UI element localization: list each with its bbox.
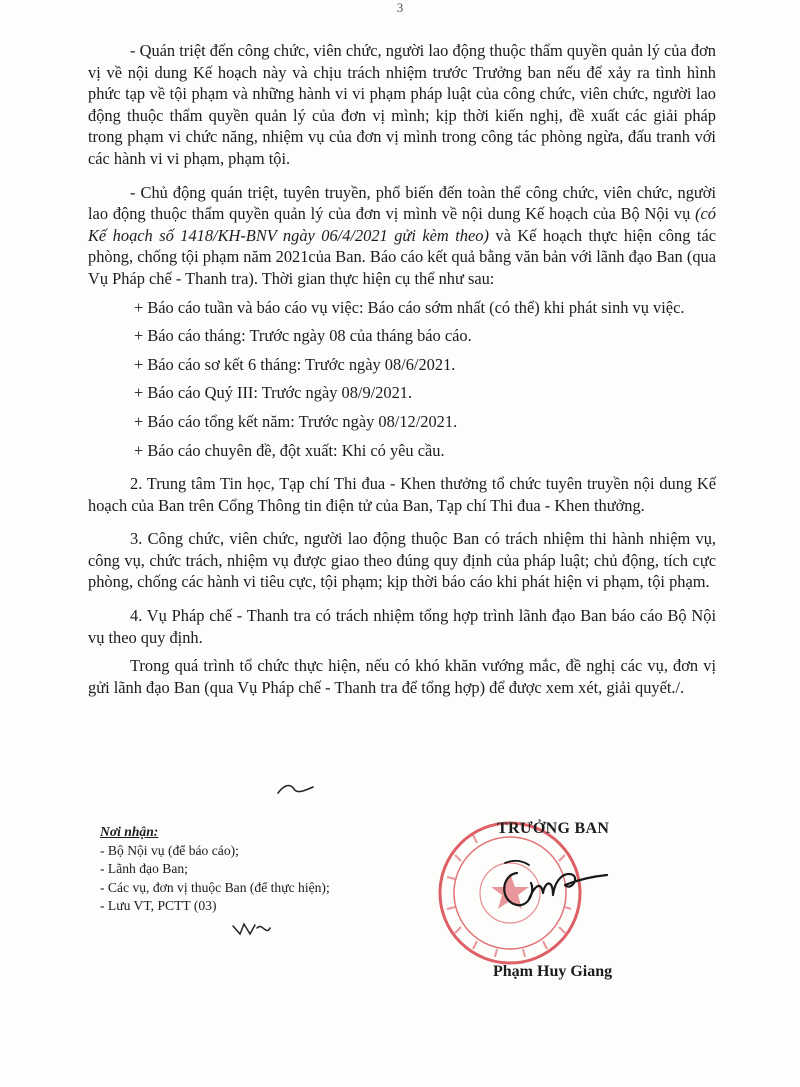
initials-mark-icon xyxy=(230,918,272,940)
signer-name: Phạm Huy Giang xyxy=(493,963,613,980)
report-item: + Báo cáo tháng: Trước ngày 08 của tháng báo cáo. xyxy=(134,326,472,346)
plan-reference: (có Kế hoạch số 1418/KH-BNV ngày 06/4/2021 gửi kèm theo) xyxy=(88,204,716,245)
paragraph-proactive-end: và Kế hoạch thực hiện công tác phòng, chống tội phạm năm 2021của Ban. Báo cáo kết quả bằng văn bản với lãnh đạo Ban (qua Vụ Pháp chế - Thanh tra). Thời gian thực hiện cụ thể như sau: xyxy=(88,225,716,288)
recipient-item: - Lãnh đạo Ban; xyxy=(100,861,188,877)
report-item: + Báo cáo chuyên đề, đột xuất: Khi có yêu cầu. xyxy=(134,440,445,460)
recipients-heading: Nơi nhận: xyxy=(100,824,159,839)
numbered-item: 2. Trung tâm Tin học, Tạp chí Thi đua - Khen thưởng tổ chức tuyên truyền nội dung Kế hoạch của Ban trên Cổng Thông tin điện tử của Ban, Tạp chí Thi đua - Khen thưởng. xyxy=(88,474,716,515)
report-item: + Báo cáo Quý III: Trước ngày 08/9/2021. xyxy=(134,383,413,403)
recipient-item: - Lưu VT, PCTT (03) xyxy=(100,898,217,914)
signer-title: TRƯỞNG BAN xyxy=(497,820,610,837)
handwritten-tick-icon xyxy=(276,781,316,799)
numbered-item: 3. Công chức, viên chức, người lao động thuộc Ban có trách nhiệm thi hành nhiệm vụ, công vụ, chức trách, nhiệm vụ được giao theo đúng quy định của pháp luật; chủ động, tích cực phòng, chống các hành vi tiêu cực, tội phạm; kịp thời báo cáo khi phát hiện vi phạm, tội phạm. xyxy=(88,529,716,592)
paragraph-proactive-start: - Chủ động quán triệt, tuyên truyền, phổ biến đến toàn thể công chức, viên chức, người lao động thuộc thẩm quyền quản lý của đơn vị mình về nội dung Kế hoạch của Bộ Nội vụ xyxy=(88,182,716,224)
recipients-block xyxy=(100,823,430,916)
report-item: + Báo cáo tuần và báo cáo vụ việc: Báo cáo sớm nhất (có thể) khi phát sinh vụ việc. xyxy=(134,297,685,317)
closing-paragraph: Trong quá trình tổ chức thực hiện, nếu có khó khăn vướng mắc, đề nghị các vụ, đơn vị gửi lãnh đạo Ban (qua Vụ Pháp chế - Thanh tra để tổng hợp) để được xem xét, giải quyết./. xyxy=(88,656,716,697)
paragraph-proactive xyxy=(88,182,716,290)
signature-block xyxy=(425,815,685,985)
report-item: + Báo cáo tổng kết năm: Trước ngày 08/12/2021. xyxy=(134,411,458,431)
paragraph-dissemination: - Quán triệt đến công chức, viên chức, người lao động thuộc thẩm quyền quản lý của đơn vị về nội dung Kế hoạch này và chịu trách nhiệm trước Trưởng ban nếu để xảy ra tình hình phức tạp về tội phạm và những hành vi vi phạm pháp luật của công chức, viên chức, người lao động thuộc thẩm quyền quản lý của đơn vị mình; kịp thời kiến nghị, đề xuất các giải pháp trong phạm vi chức năng, nhiệm vụ của đơn vị mình trong công tác phòng ngừa, đấu tranh với các hành vi vi phạm, phạm tội. xyxy=(88,41,716,168)
recipient-item: - Bộ Nội vụ (để báo cáo); xyxy=(100,842,239,858)
document-body xyxy=(88,40,716,698)
handwritten-signature-icon xyxy=(495,855,615,915)
recipient-item: - Các vụ, đơn vị thuộc Ban (để thực hiện); xyxy=(100,879,330,895)
report-item: + Báo cáo sơ kết 6 tháng: Trước ngày 08/6/2021. xyxy=(134,354,456,374)
page-number: 3 xyxy=(396,0,404,15)
numbered-item: 4. Vụ Pháp chế - Thanh tra có trách nhiệm tổng hợp trình lãnh đạo Ban báo cáo Bộ Nội vụ theo quy định. xyxy=(88,606,716,647)
